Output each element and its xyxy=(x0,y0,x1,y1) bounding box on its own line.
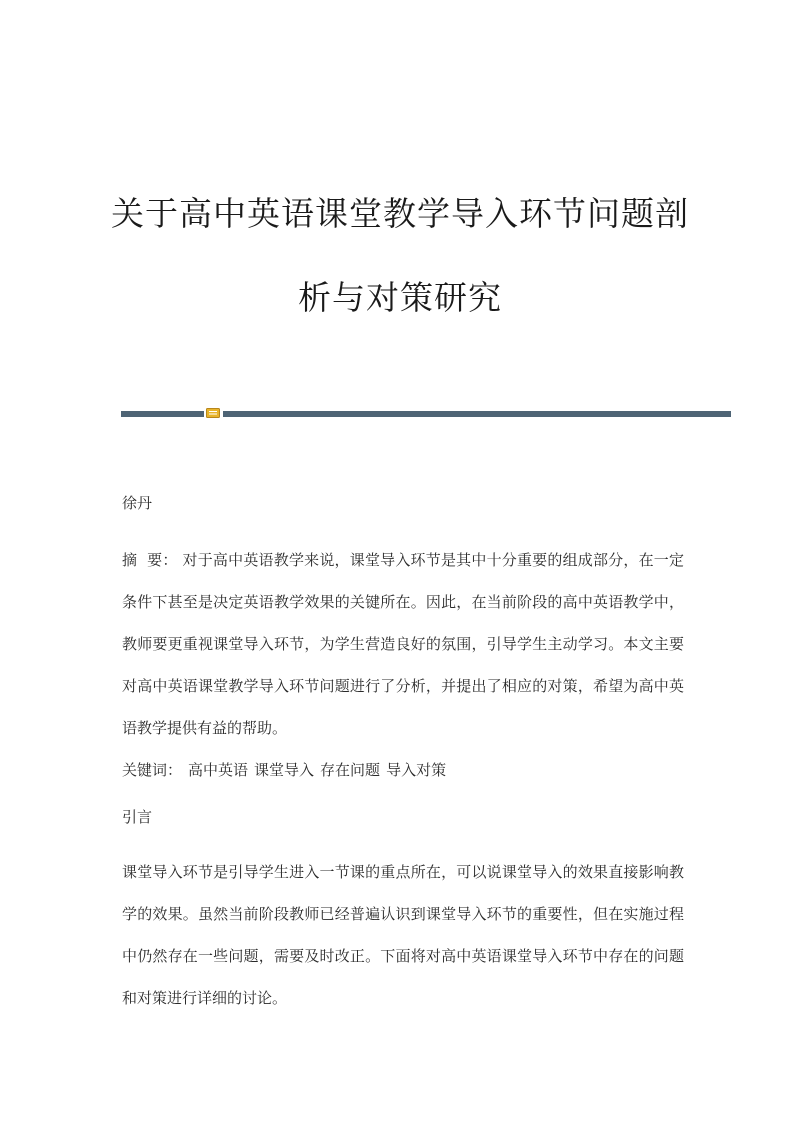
keyword-item: 课堂导入 xyxy=(254,761,315,779)
title-line-2: 析与对策研究 xyxy=(298,278,502,317)
abstract-text: 对于高中英语教学来说，课堂导入环节是其中十分重要的组成部分，在一定条件下甚至是决定英语教学效果的关键所在。因此，在当前阶段的高中英语教学中，教师要更重视课堂导入环节，为学生营造良好的氛围，引导学生主动学习。本文主要对高中英语课堂教学导入环节问题进行了分析，并提出了相应的对策，希望为高中英语教学提供有益的帮助。 xyxy=(122,551,684,737)
keyword-item: 高中英语 xyxy=(188,761,249,779)
keywords-label: 关键词： xyxy=(122,761,183,779)
abstract-paragraph xyxy=(122,539,684,749)
abstract-label: 摘 要： xyxy=(122,551,178,569)
author-name: 徐丹 xyxy=(122,494,153,512)
divider-bar-right xyxy=(223,411,731,417)
intro-heading: 引言 xyxy=(122,808,153,826)
title-divider xyxy=(121,408,731,417)
keyword-item: 存在问题 xyxy=(320,761,381,779)
divider-bar-left xyxy=(121,411,204,417)
document-icon xyxy=(206,408,220,418)
intro-paragraph: 课堂导入环节是引导学生进入一节课的重点所在，可以说课堂导入的效果直接影响教学的效果。虽然当前阶段教师已经普遍认识到课堂导入环节的重要性，但在实施过程中仍然存在一些问题，需要及时改正。下面将对高中英语课堂导入环节中存在的问题和对策进行详细的讨论。 xyxy=(122,863,684,1007)
keywords-line xyxy=(122,759,684,780)
keyword-item: 导入对策 xyxy=(386,761,447,779)
title-line-1: 关于高中英语课堂教学导入环节问题剖 xyxy=(111,194,689,233)
